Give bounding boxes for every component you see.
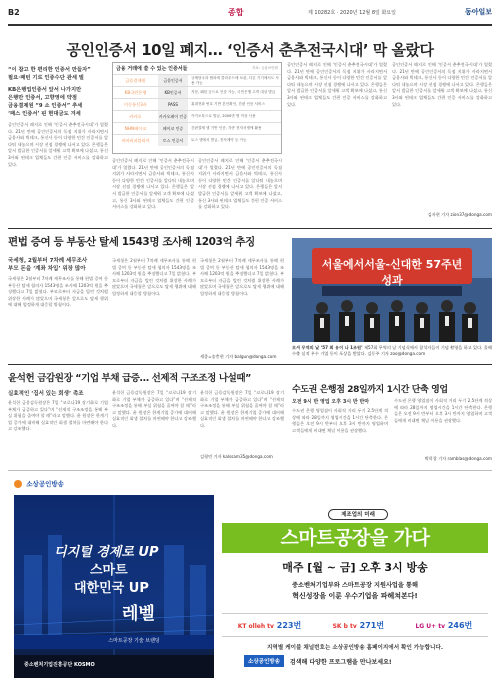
deck-line: KB은행업인증서 앞서 나가지만 xyxy=(8,87,82,93)
page-number: B2 xyxy=(8,8,20,17)
article1-body-col2: 공인인증서 폐지로 인해 ‘인증서 춘추전국시대’가 열렸다. 21년 만에 공인인증서의 독점 지위가 사라지면서 금융사와 빅테크, 통신사 등이 다양한 민간 인증서를 앞다퉈 내놓으며 시장 선점 경쟁에 나서고 있다. 은행들은 앞서 발급한 인증서를 앞세워 고객 확보에 나섰고, 통신 3사와 핀테크 업체들도 간편 인증 서비스를 강화하고 있다. xyxy=(112,158,194,210)
divider xyxy=(8,364,292,365)
ad-footer-search xyxy=(244,655,392,667)
table-cell: NHN페이코 xyxy=(124,125,147,131)
table-cell: 비바리퍼블리카 xyxy=(121,137,150,143)
issue-date: 제 10282호 · 2020년 12월 8일 화요일 xyxy=(308,10,396,16)
future-tag: 제조업의 미래 xyxy=(328,509,388,520)
photo-caption-text: 제57회 무역의 날 기념식에서 참석자들이 기념 촬영을 하고 있다. 올해 수출 실적 우수 기업 등이 포상을 받았다. xyxy=(292,345,492,356)
tv-advertisement xyxy=(8,470,492,683)
channel-number: 246번 xyxy=(447,620,473,630)
table-cell: 지문, 패턴 등으로 인증 가능, 국민은행 고객 대상 발급 xyxy=(191,90,276,94)
channel-kt xyxy=(238,620,302,631)
article1-body-col5: 공인인증서 폐지로 인해 ‘인증서 춘추전국시대’가 열렸다. 21년 만에 공인인증서의 독점 지위가 사라지면서 금융사와 빅테크, 통신사 등이 다양한 민간 인증서를 앞다퉈 내놓으며 시장 선점 경쟁에 나서고 있다. 은행들은 앞서 발급한 인증서를 앞세워 고객 확보에 나섰고, 통신 3사와 핀테크 업체들도 간편 인증 서비스를 강화하고 있다. xyxy=(392,62,492,107)
table-row xyxy=(113,110,281,122)
trade-day-photo xyxy=(292,238,492,342)
poster-strip-text: 스마트공장 기술 브랜딩 xyxy=(108,638,160,644)
channel-logo xyxy=(14,479,64,488)
ad-poster xyxy=(14,495,214,678)
headline-main: 공인인증서 10일 폐지… ‘인증서 춘추전국시대’ 막 올랐다 xyxy=(66,41,434,59)
poster-line2: 스마트 xyxy=(90,563,128,578)
table-row xyxy=(113,134,281,146)
ad-schedule: 매주 [월 ~ 금] 오후 3시 방송 xyxy=(282,561,428,574)
channel-logo-text: 소상공인방송 xyxy=(26,480,64,488)
poster-line1: 디지털 경제로 UP xyxy=(54,545,159,560)
table-row xyxy=(113,98,281,110)
kosmo-logo: 중소벤처기업진흥공단 KOSMO xyxy=(24,662,95,668)
channel-name: LG U+ tv xyxy=(415,622,446,630)
poster-line3: 대한민국 UP xyxy=(74,581,149,596)
article3-sub: 실효적인 ‘집서 있는 회생’ 촉조 xyxy=(8,391,84,397)
search-logo-box: 소상공인방송 xyxy=(244,655,284,667)
ad-footer-text: 지역별 케이블 채널번호는 소상공인방송 홈페이지에서 확인 가능합니다. xyxy=(267,645,443,651)
poster-line4: 레벨 xyxy=(122,604,155,624)
table-cell: 이동통신3사 xyxy=(124,101,147,107)
deck-line: 은행만 인증서, 고향영에 약점 xyxy=(8,95,77,101)
article3-body-col2: 윤석헌 금융감독원장은 7일 “코로나19 장기화로 기업 부채가 급증하고 있다”며 “선제적 구조조정을 통해 부실 위험을 줄여야 할 때”라고 말했다. 윤 원장은 한계기업 증가에 대비해 실효적인 회생 절차를 마련해야 한다고 강조했다. xyxy=(112,390,196,428)
table-title: 금융 거래에 쓸 수 있는 인증서들 xyxy=(116,66,188,72)
deck-line: 필요·패턴 기로 인증수단 관세 벌 xyxy=(8,75,84,81)
channel-number: 271번 xyxy=(359,620,385,630)
table-cell: 카카오페이 인증 xyxy=(158,111,188,122)
channel-number: 223번 xyxy=(276,620,302,630)
article1-deck xyxy=(8,66,108,118)
article1-body-col4: 공인인증서 폐지로 인해 ‘인증서 춘추전국시대’가 열렸다. 21년 만에 공인인증서의 독점 지위가 사라지면서 금융사와 빅테크, 통신사 등이 다양한 민간 인증서를 앞다퉈 내놓으며 시장 선점 경쟁에 나서고 있다. 은행들은 앞서 발급한 인증서를 앞세워 고객 확보에 나섰고, 통신 3사와 핀테크 업체들도 간편 인증 서비스를 강화하고 있다. xyxy=(287,62,387,107)
table-cell: 간편결제 앱 기반 인증, 각종 전자서명에 활용 xyxy=(191,126,262,130)
article2-body-col2: 국세청은 2월부터 7차례 세무조사를 통해 편법 증여 등 부동산 탈세 혐의자 1543명을 조사해 1203억 원을 추징했다고 7일 밝혔다. 부모로부터 자금을 빌린 것처럼 위장한 사례가 많았으며 국세청은 앞으로도 탈세 행위에 대해 엄정하게 대응할 방침이다. xyxy=(112,258,196,296)
article4-sub: 오전 9시 반 영업 오후 3시 반 반마 xyxy=(292,399,370,405)
article3-body-col3: 윤석헌 금융감독원장은 7일 “코로나19 장기화로 기업 부채가 급증하고 있다”며 “선제적 구조조정을 통해 부실 위험을 줄여야 할 때”라고 말했다. 윤 원장은 한계기업 증가에 대비해 실효적인 회생 절차를 마련해야 한다고 강조했다. xyxy=(200,390,284,428)
article4-body-col1: 수도권 은행 영업점이 사회적 거리 두기 2.5단계 격상에 따라 28일까지 영업시간을 1시간 단축한다. 은행들은 오전 9시 반부터 오후 3시 반까지 영업하며 고객들에게 비대면 채널 이용을 권장했다. xyxy=(292,408,388,433)
table-cell: 페이코 인증 xyxy=(158,123,188,134)
table-cell: KB인증서 xyxy=(158,87,188,98)
table-cell: 규제당국과 협의에 클라우드에 보관, 다른 기기에서도 사용 가능 xyxy=(191,75,279,85)
table-cell: PASS xyxy=(158,99,188,110)
table-row xyxy=(113,122,281,134)
headline-fss: 윤석헌 금감원장 “기업 부채 급증… 선제적 구조조정 나설때” xyxy=(8,373,252,384)
channel-sk xyxy=(333,620,384,631)
article4-body-col2: 수도권 은행 영업점이 사회적 거리 두기 2.5단계 격상에 따라 28일까지 영업시간을 1시간 단축한다. 은행들은 오전 9시 반부터 오후 3시 반까지 영업하며 고객들에게 비대면 채널 이용을 권장했다. xyxy=(394,398,492,423)
divider xyxy=(292,364,492,365)
headline-realestate: 편법 증여 등 부동산 탈세 1543명 조사해 1203억 추징 xyxy=(8,236,255,248)
ad-main-title: 스마트공장을 가다 xyxy=(222,523,488,553)
ad-desc-line: 중소벤처기업부와 스마트공장 지원사업을 통해 xyxy=(291,582,418,589)
section-name: 종합 xyxy=(228,8,244,17)
table-cell: 카카오 xyxy=(129,113,142,119)
sub-line: 국세청, 2월부터 7차례 세무조사 xyxy=(8,258,88,264)
channel-name: KT olleh tv xyxy=(237,622,274,630)
table-cell: 카카오톡으로 발급, 2000만 명 이상 사용 xyxy=(191,114,256,118)
article2-body-col3: 국세청은 2월부터 7차례 세무조사를 통해 편법 증여 등 부동산 탈세 혐의자 1543명을 조사해 1203억 원을 추징했다고 7일 밝혔다. 부모로부터 자금을 빌린 것처럼 위장한 사례가 많았으며 국세청은 앞으로도 탈세 행위에 대해 엄정하게 대응할 방침이다. xyxy=(200,258,284,296)
headline-bank-hours: 수도권 은행점 28일까지 1시간 단축 영업 xyxy=(292,385,448,395)
article1-body-col1: 공인인증서 폐지로 인해 ‘인증서 춘추전국시대’가 열렸다. 21년 만에 공인인증서의 독점 지위가 사라지면서 금융사와 빅테크, 통신사 등이 다양한 민간 인증서를 앞다퉈 내놓으며 시장 선점 경쟁에 나서고 있다. 은행들은 앞서 발급한 인증서를 앞세워 고객 확보에 나섰고, 통신 3사와 핀테크 업체들도 간편 인증 서비스를 강화하고 있다. xyxy=(8,122,108,167)
photo-sign-text: 서울에서서울-신대한 57주년 성과 xyxy=(321,258,463,287)
table-source: 자료: 금융보안원 xyxy=(252,66,278,70)
table-row xyxy=(113,86,281,98)
table-cell: KB국민은행 xyxy=(124,89,147,95)
deck-line: 금융결제원 “9 소 인증서” 추세 xyxy=(8,103,83,109)
ad-footer-cta: 검색해 다양한 프로그램을 만나보세요! xyxy=(289,658,392,666)
photo-credit: 김동주 기자 zoo@donga.com xyxy=(367,351,426,356)
article2-body-col1: 국세청은 2월부터 7차례 세무조사를 통해 편법 증여 등 부동산 탈세 혐의자 1543명을 조사해 1203억 원을 추징했다고 7일 밝혔다. 부모로부터 자금을 빌린 것처럼 위장한 사례가 많았으며 국세청은 앞으로도 탈세 행위에 대해 엄정하게 대응할 방침이다. xyxy=(8,276,108,308)
table-cell: 휴대전화 번호 기반 본인확인, 간편 인증 서비스 xyxy=(191,102,265,106)
ad-desc-line: 혁신성장을 이룬 우수기업을 파헤쳐본다! xyxy=(292,592,418,600)
article2-byline: 세종=송충현 기자 balgun@donga.com xyxy=(200,354,277,359)
photo-caption-title: 모셔 무역의 날 ‘57 회 유이 나 1조원’ xyxy=(292,345,363,350)
article3-byline: 김형민 기자 kalssam35@donga.com xyxy=(200,454,273,459)
page-header xyxy=(8,6,492,20)
deck-line: ‘패스 인증서’ 핀 현대금도 겨세 xyxy=(8,111,81,117)
article3-body-col1: 윤석헌 금융감독원장은 7일 “코로나19 장기화로 기업 부채가 급증하고 있다”며 “선제적 구조조정을 통해 부실 위험을 줄여야 할 때”라고 말했다. 윤 원장은 한계기업 증가에 대비해 실효적인 회생 절차를 마련해야 한다고 강조했다. xyxy=(8,400,108,432)
article2-sub xyxy=(8,257,118,273)
channel-name: SK b tv xyxy=(332,622,357,630)
photo-image xyxy=(292,238,492,342)
logo-icon xyxy=(14,480,22,488)
channel-lg xyxy=(415,620,472,631)
table-cell: 금융인증서 xyxy=(158,75,188,86)
header-rule xyxy=(8,24,492,26)
ad-description xyxy=(222,581,488,601)
newspaper-logo: 동아일보 xyxy=(464,8,492,16)
article4-byline: 박희창 기자 ramblas@donga.com xyxy=(424,456,492,461)
article1-byline: 김자현 기자 zion37@donga.com xyxy=(427,212,492,217)
article1-body-col3: 공인인증서 폐지로 인해 ‘인증서 춘추전국시대’가 열렸다. 21년 만에 공인인증서의 독점 지위가 사라지면서 금융사와 빅테크, 통신사 등이 다양한 민간 인증서를 앞다퉈 내놓으며 시장 선점 경쟁에 나서고 있다. 은행들은 앞서 발급한 인증서를 앞세워 고객 확보에 나섰고, 통신 3사와 핀테크 업체들도 간편 인증 서비스를 강화하고 있다. xyxy=(198,158,282,210)
channel-list xyxy=(222,613,488,637)
divider xyxy=(8,228,492,229)
sub-line: 부모 돈을 ‘계좌 차입’ 위장 많아 xyxy=(8,266,86,272)
certificate-table xyxy=(112,62,282,154)
photo-caption xyxy=(292,345,492,357)
table-row xyxy=(113,74,281,86)
table-cell: 토스 인증서 xyxy=(158,135,188,146)
table-cell: 금융결제원 xyxy=(125,77,146,83)
deck-line: “이 참고 한 편리한 인증서 만들자” xyxy=(8,67,91,73)
table-cell: 토스 앱에서 발급, 전자계약 등 가능 xyxy=(191,138,247,142)
